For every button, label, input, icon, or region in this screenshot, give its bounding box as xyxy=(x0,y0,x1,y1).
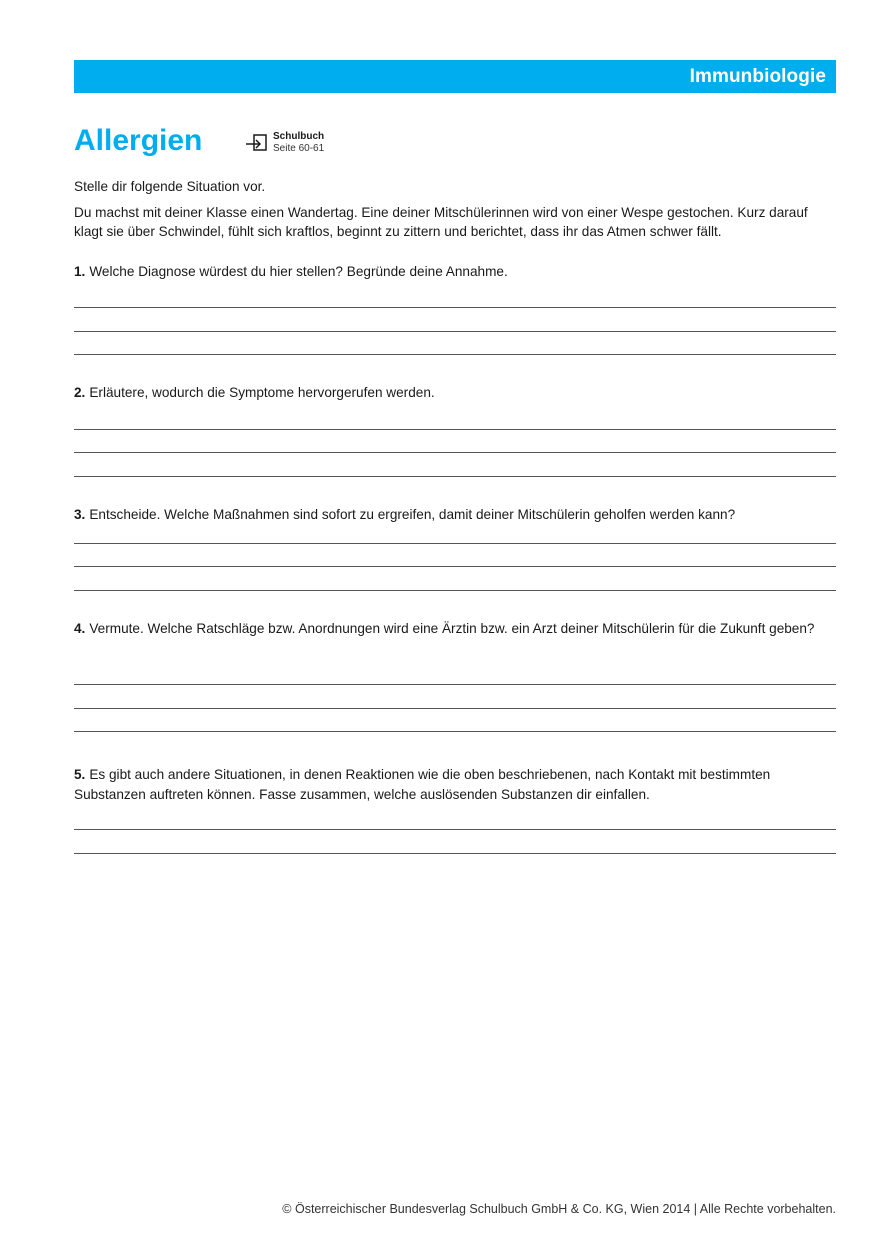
task-5 xyxy=(74,765,836,804)
answer-line[interactable] xyxy=(74,452,836,453)
answer-line[interactable] xyxy=(74,476,836,477)
answer-line[interactable] xyxy=(74,566,836,567)
answer-line[interactable] xyxy=(74,829,836,830)
task-text: Erläutere, wodurch die Symptome hervorgerufen werden. xyxy=(89,385,435,400)
task-number: 2. xyxy=(74,385,86,400)
task-1 xyxy=(74,262,836,282)
intro-lead: Stelle dir folgende Situation vor. xyxy=(74,179,266,194)
task-text: Welche Diagnose würdest du hier stellen? Begründe deine Annahme. xyxy=(89,264,508,279)
answer-line[interactable] xyxy=(74,307,836,308)
book-link-icon xyxy=(245,131,269,153)
answer-line[interactable] xyxy=(74,853,836,854)
section-header-bar xyxy=(74,60,836,93)
task-text: Es gibt auch andere Situationen, in denen Reaktionen wie die oben beschriebenen, nach Kontakt mit bestimmten Substanzen auftreten können. Fasse zusammen, welche auslösenden Substanzen dir einfallen. xyxy=(74,767,771,802)
reference-book-label: Schulbuch xyxy=(273,131,325,142)
answer-line[interactable] xyxy=(74,429,836,430)
task-2 xyxy=(74,383,836,403)
page-title: Allergien xyxy=(74,124,203,157)
section-title: Immunbiologie xyxy=(689,65,826,87)
answer-line[interactable] xyxy=(74,684,836,685)
textbook-reference xyxy=(245,131,324,155)
answer-line[interactable] xyxy=(74,354,836,355)
intro-text xyxy=(74,177,836,248)
task-number: 4. xyxy=(74,621,86,636)
answer-line[interactable] xyxy=(74,331,836,332)
task-text: Entscheide. Welche Maßnahmen sind sofort zu ergreifen, damit deiner Mitschülerin geholfen werden kann? xyxy=(89,507,736,522)
task-text: Vermute. Welche Ratschläge bzw. Anordnungen wird eine Ärztin bzw. ein Arzt deiner Mitschülerin für die Zukunft geben? xyxy=(89,621,815,636)
answer-line[interactable] xyxy=(74,543,836,544)
reference-pages: Seite 60-61 xyxy=(273,143,325,154)
task-number: 5. xyxy=(74,767,86,782)
task-number: 3. xyxy=(74,507,86,522)
task-4 xyxy=(74,619,836,639)
copyright-footer: © Österreichischer Bundesverlag Schulbuch GmbH & Co. KG, Wien 2014 | Alle Rechte vorbehalten. xyxy=(282,1202,836,1216)
intro-scenario: Du machst mit deiner Klasse einen Wandertag. Eine deiner Mitschülerinnen wird von einer Wespe gestochen. Kurz darauf klagt sie über Schwindel, fühlt sich kraftlos, beginnt zu zittern und berichtet, dass ihr das Atmen schwer fällt. xyxy=(74,205,808,239)
answer-line[interactable] xyxy=(74,731,836,732)
answer-line[interactable] xyxy=(74,590,836,591)
task-number: 1. xyxy=(74,264,86,279)
task-3 xyxy=(74,505,836,525)
answer-line[interactable] xyxy=(74,708,836,709)
